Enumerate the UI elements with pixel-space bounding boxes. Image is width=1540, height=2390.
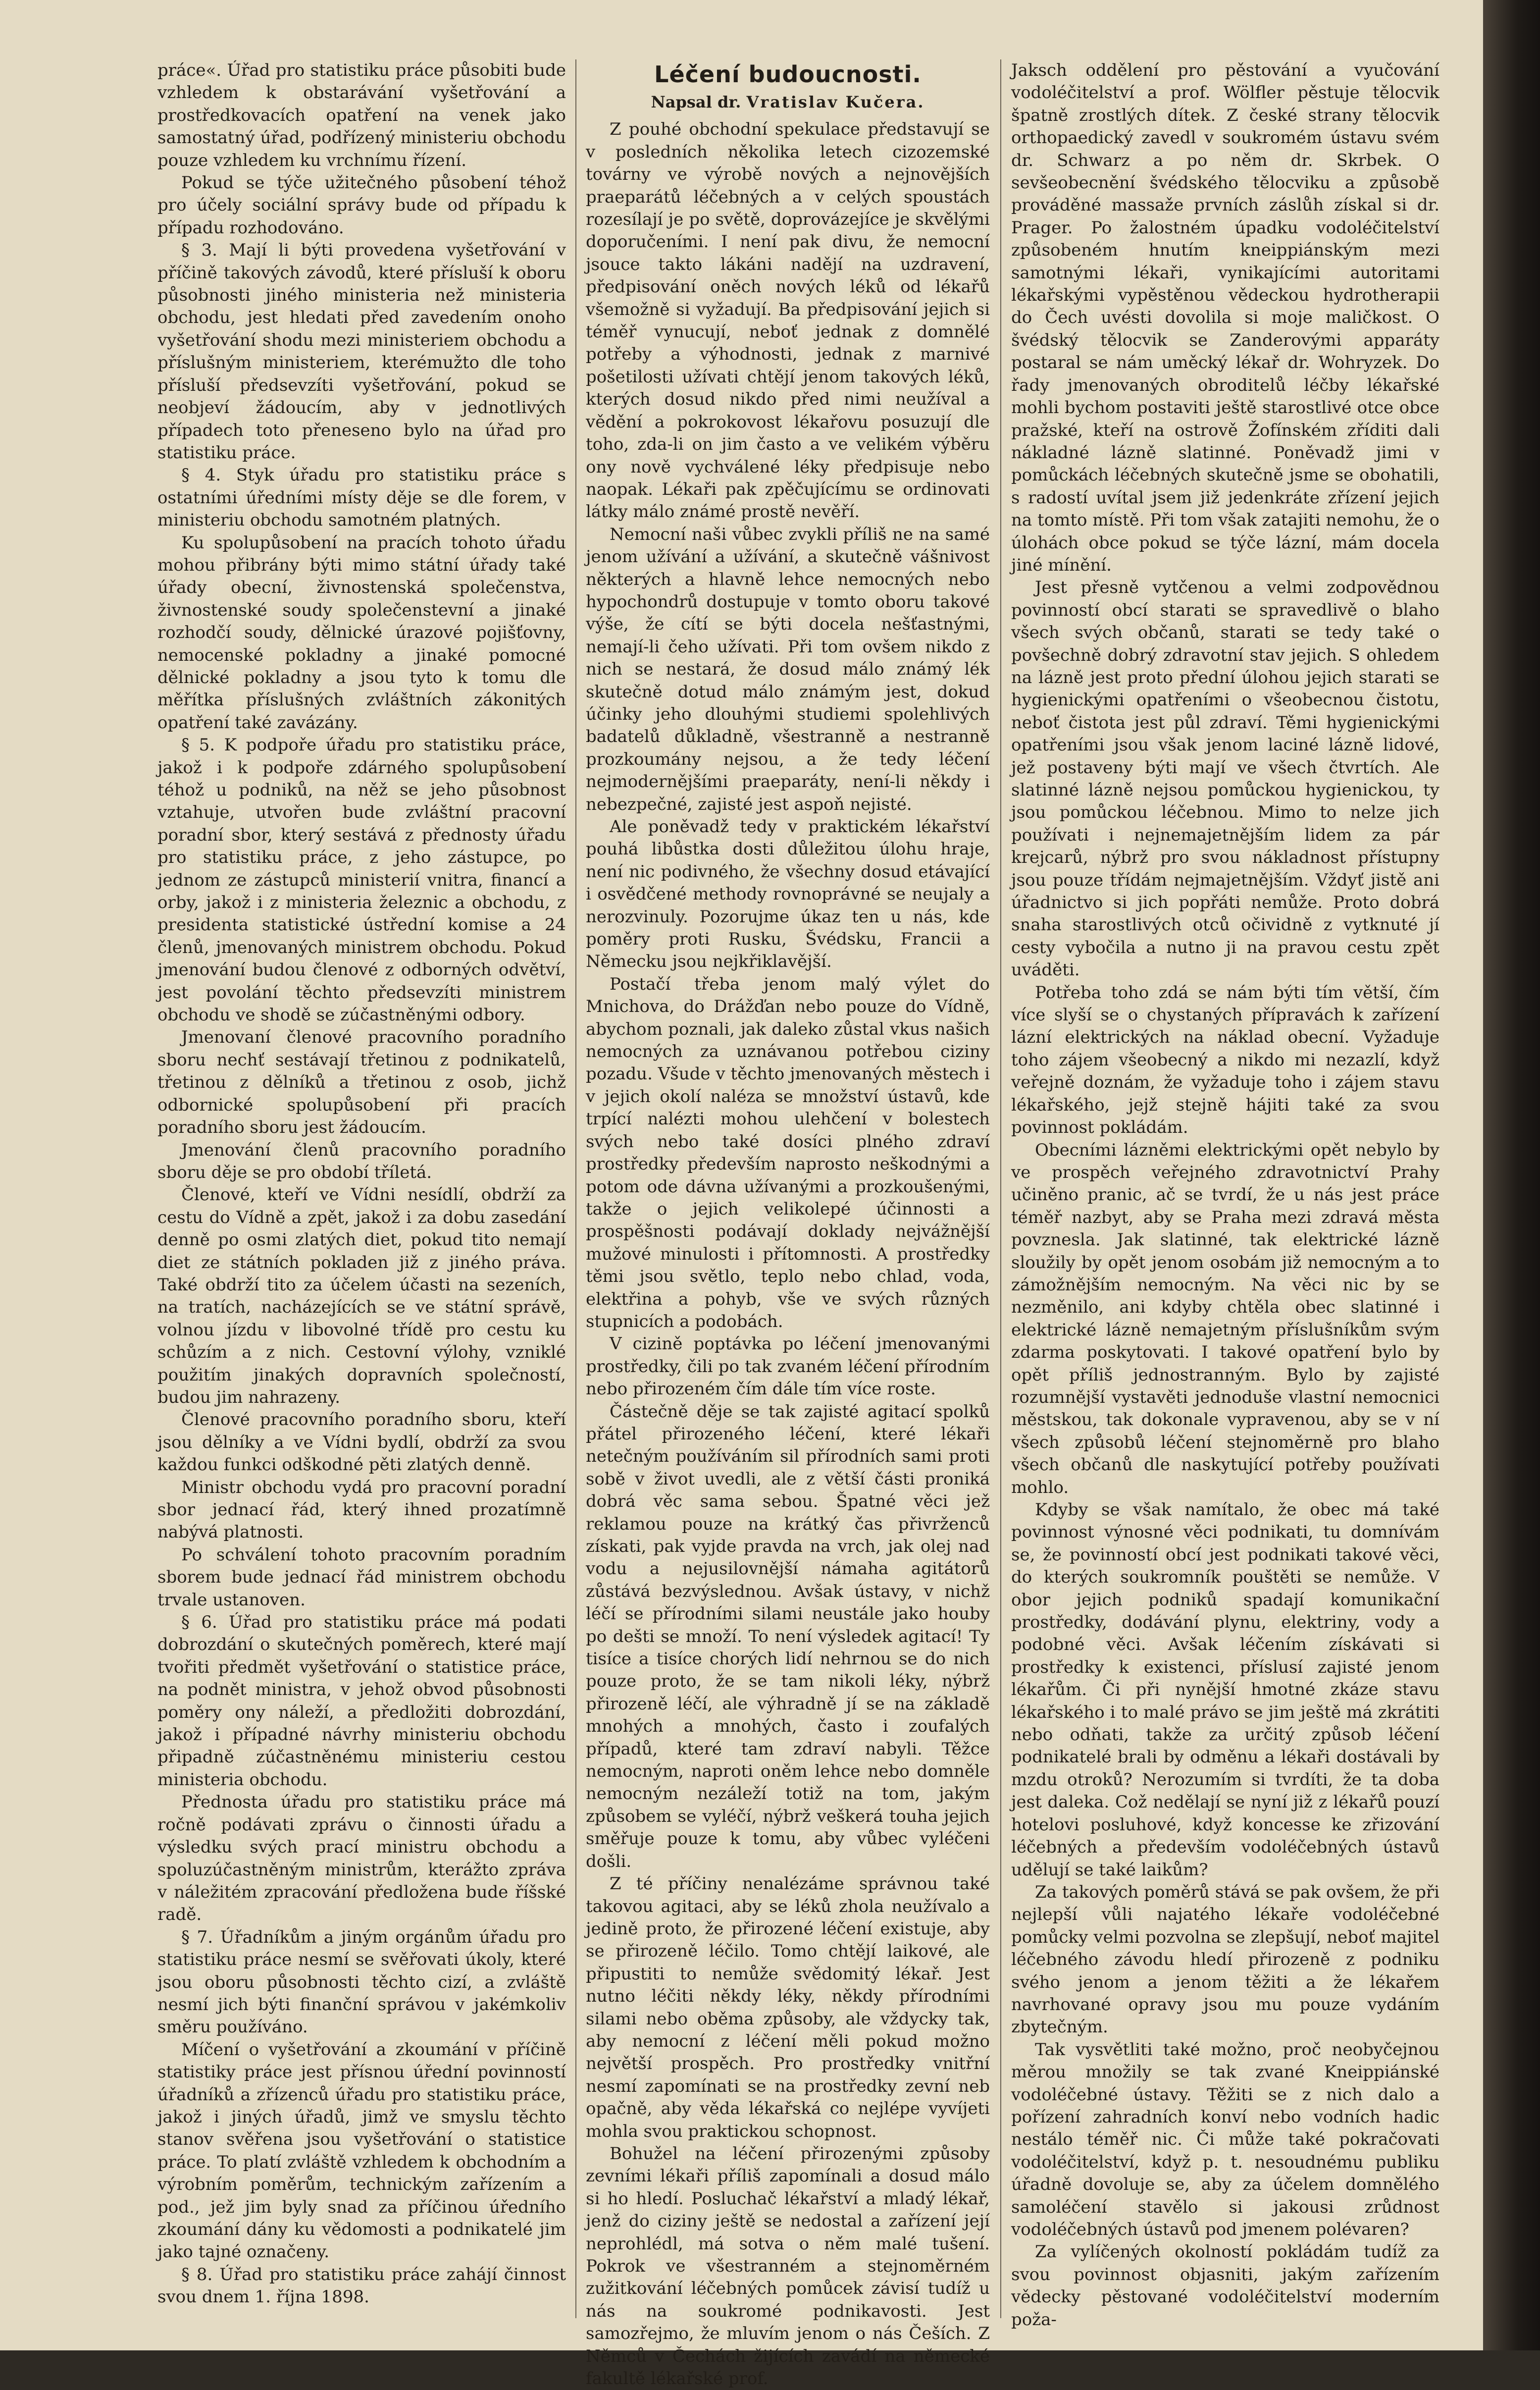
paragraph: § 4. Styk úřadu pro statistiku práce s ostatními úředními místy děje se dle forem, v ministeriu obchodu samotném platných.	[157, 465, 566, 531]
paragraph: Z té příčiny nenalézáme správnou také takovou agitaci, aby se léků zhola neužívalo a jedině proto, že přirozené léčení existuje, aby se přirozeně léčilo. Tomo chtějí laikové, ale připustiti to nemůže svědomitý lékař. Jest nutno léčiti někdy léky, někdy přírodními silami nebo oběma způsoby, ale vždycky tak, aby nemocní z léčení měli pokud možno největší prospěch. Pro prostředky vnitřní nesmí zapomínati se na prostředky zevní neb opačně, aby věda lékařská co nejlépe vyvíjeti mohla svou praktickou schopnost.	[586, 1874, 990, 2141]
paragraph: Členové, kteří ve Vídni nesídlí, obdrží za cestu do Vídně a zpět, jakož i za dobu zasedání denně po osmi zlatých diet, pokud tito nemají diet ze státních pokladen již z jiného práva. Také obdrží tito za účelem účasti na sezeních, na tratích, nacházejících se ve státní správě, volnou jízdu v libovolné třídě pro cestu ku schůzím a z nich. Cestovní výlohy, vzniklé použitím jinakých dopravních společností, budou jim nahrazeny.	[157, 1185, 566, 1407]
column-divider	[1000, 59, 1001, 2318]
paragraph: Potřeba toho zdá se nám býti tím větší, čím více slyší se o chystaných přípravách k zařízení lázní elektrických na náklad obecní. Vyžaduje toho zájem všeobecný a nikdo mi nezazlí, když veřejně doznám, že vyžaduje toho i zájem stavu lékařského, jejž stejně hájiti také za svou povinnost pokládám.	[1011, 982, 1439, 1138]
paragraph: § 5. K podpoře úřadu pro statistiku práce, jakož i k podpoře zdárného spolupůsobení téhož u podniků, na něž se jeho působnost vztahuje, utvořen bude zvláštní pracovní poradní sbor, který sestává z přednosty úřadu pro statistiku práce, z jeho zástupce, po jednom ze zástupců ministerií vnitra, financí a orby, jakož i z ministeria železnic a obchodu, z presidenta statistické ústřední komise a 24 členů, jmenovaných ministrem obchodu. Pokud jmenování budou členové z odborných odvětví, jest povolání těchto předsevzíti ministrem obchodu ve shodě se zúčastněnými odbory.	[157, 735, 566, 1025]
paragraph: Míčení o vyšetřování a zkoumání v příčině statistiky práce jest přísnou úřední povinností úřadníků a zřízenců úřadu pro statistiku práce, jakož i jiných úřadů, jimž ve smyslu těchto stanov svěřena jsou vyšetřování o statistice práce. To platí zvláště vzhledem k obchodním a výrobním poměrům, technickým zařízením a pod., jež jim byly snad za příčinou úředního zkoumání dány ku vědomosti a podnikatelé jim jako tajné označeny.	[157, 2039, 566, 2262]
paragraph: Jmenování členů pracovního poradního sboru děje se pro období tříletá.	[157, 1140, 566, 1182]
paragraph: Přednosta úřadu pro statistiku práce má ročně podávati zprávu o činnosti úřadu a výsledku svých prací ministru obchodu a spoluzúčastněným ministrům, kterážto zpráva v náležitém zpracování předložena bude říšské radě.	[157, 1792, 566, 1925]
paragraph: Částečně děje se tak zajisté agitací spolků přátel přirozeného léčení, které lékaři netečným používáním sil přírodních sami proti sobě v život uvedli, ale z větší části proniká dobrá věc sama sebou. Špatné věci jež reklamou pouze na krátký čas přivrženců získati, pak vyjde pravda na vrch, jak olej nad vodu a nejusilovnější námaha agitátorů zůstává bezvýslednou. Avšak ústavy, v nichž léčí se přírodními silami neustále jako houby po dešti se množí. To není výsledek agitací! Ty tisíce a tisíce chorých lidí nehrnou se do nich pouze proto, že se tam nikoli léky, nýbrž přirozeně léčí, ale výhradně jí se na základě mnohých a mnohých, často i zoufalých případů, které tam zdraví nabyli. Těžce nemocným, naproti oněm lehce nebo domněle nemocným nezáleží totiž na tom, jakým způsobem se vyléčí, nýbrž veškerá touha jejich směřuje pouze k tomu, aby vůbec vyléčeni došli.	[586, 1401, 990, 1871]
paragraph: Za vylíčených okolností pokládám tudíž za svou povinnost objasniti, jakým zařízením vědecky pěstované vodoléčitelství moderním poža-	[1011, 2242, 1439, 2330]
paragraph: Bohužel na léčení přirozenými způsoby zevními lékaři příliš zapomínali a dosud málo si ho hledí. Posluchač lékařství a mladý lékař, jenž do ciziny ještě se nedostal a zařízení její neprohlédl, má sotva o něm malé tušení. Pokrok ve všestranném a stejnoměrném zužitkování léčebných pomůcek závisí tudíž u nás na soukromé podnikavosti. Jest samozřejmo, že mluvím jenom o nás Češích. Z Němců v Čechách žijících zavádí na německé fakultě lékařské prof.	[586, 2143, 990, 2389]
paragraph: Ministr obchodu vydá pro pracovní poradní sbor jednací řád, který ihned prozatímně nabývá platnosti.	[157, 1477, 566, 1542]
paragraph: Ku spolupůsobení na pracích tohoto úřadu mohou přibrány býti mimo státní úřady také úřady obecní, živnostenská společenstva, živnostenské soudy společenstevní a jinaké rozhodčí soudy, dělnické úrazové pojišťovny, nemocenské pokladny a jinaké pomocné dělnické pokladny a jsou tyto k tomu dle měřítka příslušných zvláštních zákonitých opatření také zavázány.	[157, 532, 566, 733]
paragraph: Z pouhé obchodní spekulace představují se v posledních několika letech cizozemské továrny ve výrobě nových a nejnovějších praeparátů léčebných a v celých spoustách rozesílají je po světě, doprovázejíce je skvělými doporučeními. I není pak divu, že nemocní jsouce takto lákáni nadějí na uzdravení, předpisování oněch nových léků od lékařů všemožně si vyžadují. Ba předpisování jejich si téměř vynucují, neboť jednak z domnělé potřeby a výhodnosti, jednak z marnivé pošetilosti užívati chtějí jenom takových léků, kterých dosud nikdo před nimi neužíval a vědění a pokrokovost lékařovu posuzují dle toho, zda-li on jim často a ve velikém výběru ony nově vychválené léky předpisuje nebo naopak. Lékaři pak zpěčujícímu se ordinovati látky málo známé prostě nevěří.	[586, 119, 990, 522]
paragraph: Nemocní naši vůbec zvykli příliš ne na samé jenom užívání a užívání, a skutečně vášnivost některých a hlavně lehce nemocných nebo hypochondrů dostupuje v tomto oboru takové výše, že cítí se býti docela nešťastnými, nemají-li čeho užívati. Při tom ovšem nikdo z nich se nestará, že dosud málo známý lék skutečně dotud málo známým jest, dokud účinky jeho dlouhými studiemi spolehlivých badatelů důkladně, všestranně a nestranně prozkoumány nejsou, a že tedy léčení nejmodernějšími praeparáty, není-li někdy i nebezpečné, zajisté jest aspoň nejisté.	[586, 524, 990, 814]
paragraph: práce«. Úřad pro statistiku práce působiti bude vzhledem k obstarávání vyšetřování a prostředkovacích opatření na venek jako samostatný úřad, podřízený ministeriu obchodu pouze vzhledem ku vrchnímu řízení.	[157, 60, 566, 170]
paragraph: Za takových poměrů stává se pak ovšem, že při nejlepší vůli najatého lékaře vodoléčebné pomůcky velmi pozvolna se zlepšují, neboť majitel léčebného závodu hledí přirozeně z podniku svého jenom a jenom těžiti a že lékařem navrhované opravy jsou mu pouze vydáním zbytečným.	[1011, 1882, 1439, 2037]
column-divider	[575, 59, 576, 2318]
paragraph: V cizině poptávka po léčení jmenovanými prostředky, čili po tak zvaném léčení přírodním nebo přirozeném čím dále tím více roste.	[586, 1334, 990, 1399]
paragraph: Kdyby se však namítalo, že obec má také povinnost výnosné věci podnikati, tu domnívám se, že povinností obcí jest podnikati takové věci, do kterých soukromník pouštěti se nemůže. V obor jejich podniků spadají komunikační prostředky, dodávání plynu, elektriny, vody a podobné věci. Avšak léčením získávati si prostředky k existenci, příslusí zajisté jenom lékařům. Či při nynější hmotné zkáze stavu lékařského i to malé právo se jim ještě má zkrátiti nebo odňati, takže za určitý způsob léčení podnikatelé brali by odměnu a lékaři dostávali by mzdu otroků? Nerozumím si tvrdíti, že ta doba jest daleka. Což nedělají se nyní již z lékařů pouzí hotelovi posluhové, když koncesse ke zřizování léčebných a především vodoléčebných ústavů udělují se také laikům?	[1011, 1500, 1439, 1880]
paragraph: Členové pracovního poradního sboru, kteří jsou dělníky a ve Vídni bydlí, obdrží za svou každou funkci odškodné pěti zlatých denně.	[157, 1410, 566, 1475]
paragraph: § 6. Úřad pro statistiku práce má podati dobrozdání o skutečných poměrech, které mají tvořiti předmět vyšetřování o statistice práce, na podnět ministra, v jehož obvod působnosti poměry ony náleží, a předložiti dobrozdání, jakož i případné návrhy ministeriu obchodu připadně zúčastněnému ministeriu cestou ministeria obchodu.	[157, 1612, 566, 1790]
paragraph: Po schválení tohoto pracovním poradním sborem bude jednací řád ministrem obchodu trvale ustanoven.	[157, 1544, 566, 1610]
paragraph: § 3. Mají li býti provedena vyšetřování v příčině takových závodů, které přísluší k oboru působnosti jiného ministeria než ministeria obchodu, jest hledati před zavedením onoho vyšetřování shodu mezi ministeriem obchodu a příslušným ministeriem, kterémužto dle toho přísluší předsevzíti vyšetřování, pokud se neobjeví žádoucím, aby v jednotlivých případech toto přeneseno bylo na úřad pro statistiku práce.	[157, 240, 566, 463]
scan-edge-shadow	[1483, 0, 1540, 2350]
paragraph: Postačí třeba jenom malý výlet do Mnichova, do Drážďan nebo pouze do Vídně, abychom poznali, jak daleko zůstal vkus našich nemocných za uznávanou potřebou ciziny pozadu. Všude v těchto jmenovaných městech i v jejich okolí naléza se množství ústavů, kde trpící nalézti mohou ulehčení v bolestech svých nebo také dosíci plného zdraví prostředky především naprosto neškodnými a potom ode dávna užívanými a prozkoušenými, takže o jejich velikolepé účinnosti a prospěšnosti podávají doklady nejvážnější mužové minulosti i přítomnosti. A prostředky těmi jsou světlo, teplo nebo chlad, voda, elektřina a pohyb, vše ve svých různých stupnicích a podobách.	[586, 974, 990, 1331]
paragraph: Pokud se týče užitečného působení téhož pro účely sociální správy bude od případu k případu rozhodováno.	[157, 173, 566, 238]
column-right	[1011, 59, 1439, 2328]
paragraph: Obecními lázněmi elektrickými opět nebylo by ve prospěch veřejného zdravotnictví Prahy učiněno pranic, ač se tvrdí, že u nás jest práce téměř nazbyt, aby se Praha mezi zdravá města povznesla. Jak slatinné, tak elektrické lázně sloužily by opět jenom osobám již nemocným a to zámožnějším nemocným. Na věci nic by se nezměnilo, ani kdyby chtěla obec slatinné i elektrické lázně nemajetným příslušníkům svým zdarma poskytovati. I takové opatření bylo by opět příliš jednostranným. Bylo by zajisté rozumnější vystavěti jednoduše vlastní nemocnici městskou, tak dokonale vypravenou, aby se v ní všech způsobů léčení stejnoměrně pro blaho všech občanů dle naskytující potřeby používati mohlo.	[1011, 1140, 1439, 1497]
paragraph: Jest přesně vytčenou a velmi zodpovědnou povinností obcí starati se spravedlivě o blaho všech svých občanů, starati se tedy také o povšechně dobrý zdravotní stav jejich. S ohledem na lázně jest proto přední úlohou jejich starati se hygienickými opatřeními o všeobecnou čistotu, neboť čistota jest půl zdraví. Těmi hygienickými opatřeními jsou však jenom laciné lázně lidové, jež postaveny býti mají ve všech čtvrtích. Ale slatinné lázně nejsou pomůckou hygienickou, ty jsou pomůckou léčebnou. Mimo to nelze jich používati i nejnemajetnějším lidem za pár krejcarů, nýbrž pro svou nákladnost přístupny jsou pouze třídám nejmajetnějším. Vždyť jistě ani úřadnictvo si jich popřáti nemůže. Proto dobrá snaha starostlivých otců očividně z vytknuté jí cesty vybočila a nutno ji na pravou cestu zpět uváděti.	[1011, 578, 1439, 980]
column-middle	[586, 59, 990, 2389]
byline	[586, 91, 990, 113]
article-title: Léčení budoucnosti.	[654, 61, 922, 88]
paragraph: § 8. Úřad pro statistiku práce zahájí činnost svou dnem 1. října 1898.	[157, 2264, 566, 2307]
paragraph: Tak vysvětliti také možno, proč neobyčejnou měrou množily se tak zvané Kneippiánské vodoléčebné ústavy. Těžiti se z nich dalo a pořízení zahradních konví nebo vodních hadic nestálo téměř nic. Či může také pokračovati vodoléčitelství, když p. t. nesoudnému publiku úřadně dovoluje se, aby za účelem domnělého samoléčení stavělo si jakousi zrůdnost vodoléčebných ústavů pod jmenem polévaren?	[1011, 2039, 1439, 2239]
paragraph: Ale poněvadž tedy v praktickém lékařství pouhá libůstka dosti důležitou úlohu hraje, není nic podivného, že všechny dosud etávající i osvědčené methody rovnoprávné se neujaly a nerozvinuly. Pozorujme úkaz ten u nás, kde poměry proti Rusku, Švédsku, Francii a Německu jsou nejkřiklavější.	[586, 817, 990, 972]
paragraph: Jaksch oddělení pro pěstování a vyučování vodoléčitelství a prof. Wölfler pěstuje tělocvik špatně zrostlých dítek. Z české strany tělocvik orthopaedický zavedl v soukromém ústavu svém dr. Schwarz a po něm dr. Skrbek. O sevšeobecnění švédského tělocviku a způsobě prováděné massaže prvních záslůh získal si dr. Prager. Po žalostném úpadku vodoléčitelství způsobeném hnutím kneippiánským mezi samotnými lékaři, vynikajícími autoritami lékařskými vypěstěnou vědeckou hydrotherapii do Čech uvésti dovolila si moje maličkost. O švédský tělocvik se Zanderovými apparáty postaral se nám uměcký lékař dr. Wohryzek. Do řady jmenovaných obroditelů léčby lékařské mohli bychom postaviti ještě starostlivé otce obce pražské, kteří na ostrově Žofínském zříditi dali nákladné lázně slatinné. Poněvadž jimi v pomůckách léčebných skutečně jsme se obohatili, s radostí uvítal jsem již jedenkráte zřízení jejich na tomto místě. Při tom však zatajiti nemohu, že o úlohách obce pokud se týče lázní, mám docela jiné mínění.	[1011, 60, 1439, 575]
column-left	[157, 59, 566, 2328]
byline-prefix: Napsal dr.	[651, 93, 741, 111]
paragraph: Jmenovaní členové pracovního poradního sboru nechť sestávají třetinou z podnikatelů, třetinou z dělníků a třetinou z osob, jichž odbornické spolupůsobení při pracích poradního sboru jest žádoucím.	[157, 1027, 566, 1138]
paragraph: § 7. Úřadníkům a jiným orgánům úřadu pro statistiku práce nesmí se svěřovati úkoly, které jsou oboru působnosti těchto cizí, a zvláště nesmí jich býti finanční správou v jakémkoliv směru používáno.	[157, 1927, 566, 2037]
byline-author: Vratislav Kučera.	[746, 93, 925, 111]
